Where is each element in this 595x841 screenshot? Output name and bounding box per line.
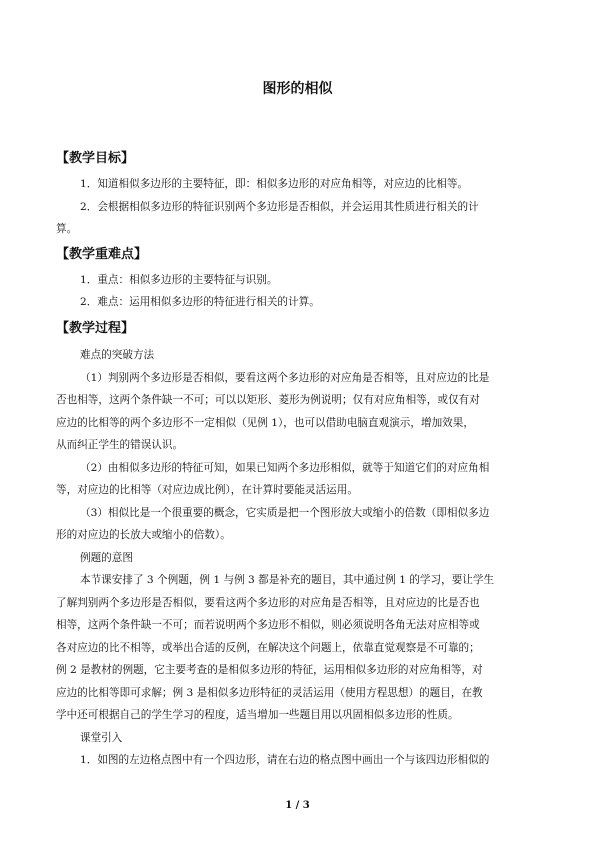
process-line: 应边的比相等即可求解；例 3 是相似多边形特征的灵活运用（使用方程思想）的题目，在教: [56, 687, 483, 699]
key-point-line: 2．难点：运用相似多边形的特征进行相关的计算。: [80, 296, 320, 308]
process-line: 等，对应边的比相等（对应边成比例），在计算时要能灵活运用。: [56, 484, 358, 496]
process-line: （3）相似比是一个很重要的概念，它实质是把一个图形放大或缩小的倍数（即相似多边: [80, 507, 490, 519]
process-line: 难点的突破方法: [80, 349, 155, 361]
process-line: 应边的比相等的两个多边形不一定相似（见例 1），也可以借助电脑直观演示，增加效果，: [56, 417, 474, 429]
process-line: 各对应边的比不相等，或举出合适的反例，在解决这个问题上，依靠直觉观察是不可靠的；: [56, 642, 480, 654]
document-title: 图形的相似: [262, 81, 333, 97]
objective-line: 1．知道相似多边形的主要特征，即：相似多边形的对应角相等，对应边的比相等。: [80, 178, 469, 190]
process-line: 例 2 是教材的例题，它主要考查的是相似多边形的特征，运用相似多边形的对应角相等，对: [56, 664, 483, 676]
process-line: 本节课安排了 3 个例题，例 1 与例 3 都是补充的题目，其中通过例 1 的学习，要让学生: [80, 574, 495, 586]
process-line: 了解判别两个多边形是否相似，要看这两个多边形的对应角是否相等，且对应边的比是否也: [56, 597, 480, 609]
process-line: 形的对应边的长放大或缩小的倍数）。: [56, 529, 231, 541]
heading-objectives: 【教学目标】: [56, 151, 135, 166]
heading-process: 【教学过程】: [56, 321, 135, 336]
process-line: 否也相等，这两个条件缺一不可；可以以矩形、菱形为例说明；仅有对应角相等，或仅有对: [56, 394, 480, 406]
objective-line: 2．会根据相似多边形的特征识别两个多边形是否相似，并会运用其性质进行相关的计: [80, 201, 479, 213]
heading-key-points: 【教学重难点】: [56, 247, 148, 262]
process-line: （2）由相似多边形的特征可知，如果已知两个多边形相似，就等于知道它们的对应角相: [80, 462, 490, 474]
process-line: 1．如图的左边格点图中有一个四边形，请在右边的格点图中画出一个与该四边形相似的: [80, 754, 490, 766]
process-line: 例题的意图: [80, 552, 133, 564]
process-line: 学中还可根据自己的学生学习的程度，适当增加一些题目用以巩固相似多边形的性质。: [56, 709, 459, 721]
process-line: 从而纠正学生的错误认识。: [56, 439, 184, 451]
objective-line: 算。: [56, 223, 78, 235]
process-line: 相等，这两个条件缺一不可；而若说明两个多边形不相似，则必须说明各角无法对应相等或: [56, 619, 480, 631]
process-line: 课堂引入: [80, 732, 123, 744]
page-indicator: 1 / 3: [285, 800, 310, 811]
process-line: （1）判别两个多边形是否相似，要看这两个多边形的对应角是否相等，且对应边的比是: [80, 372, 490, 384]
key-point-line: 1．重点：相似多边形的主要特征与识别。: [80, 274, 278, 286]
